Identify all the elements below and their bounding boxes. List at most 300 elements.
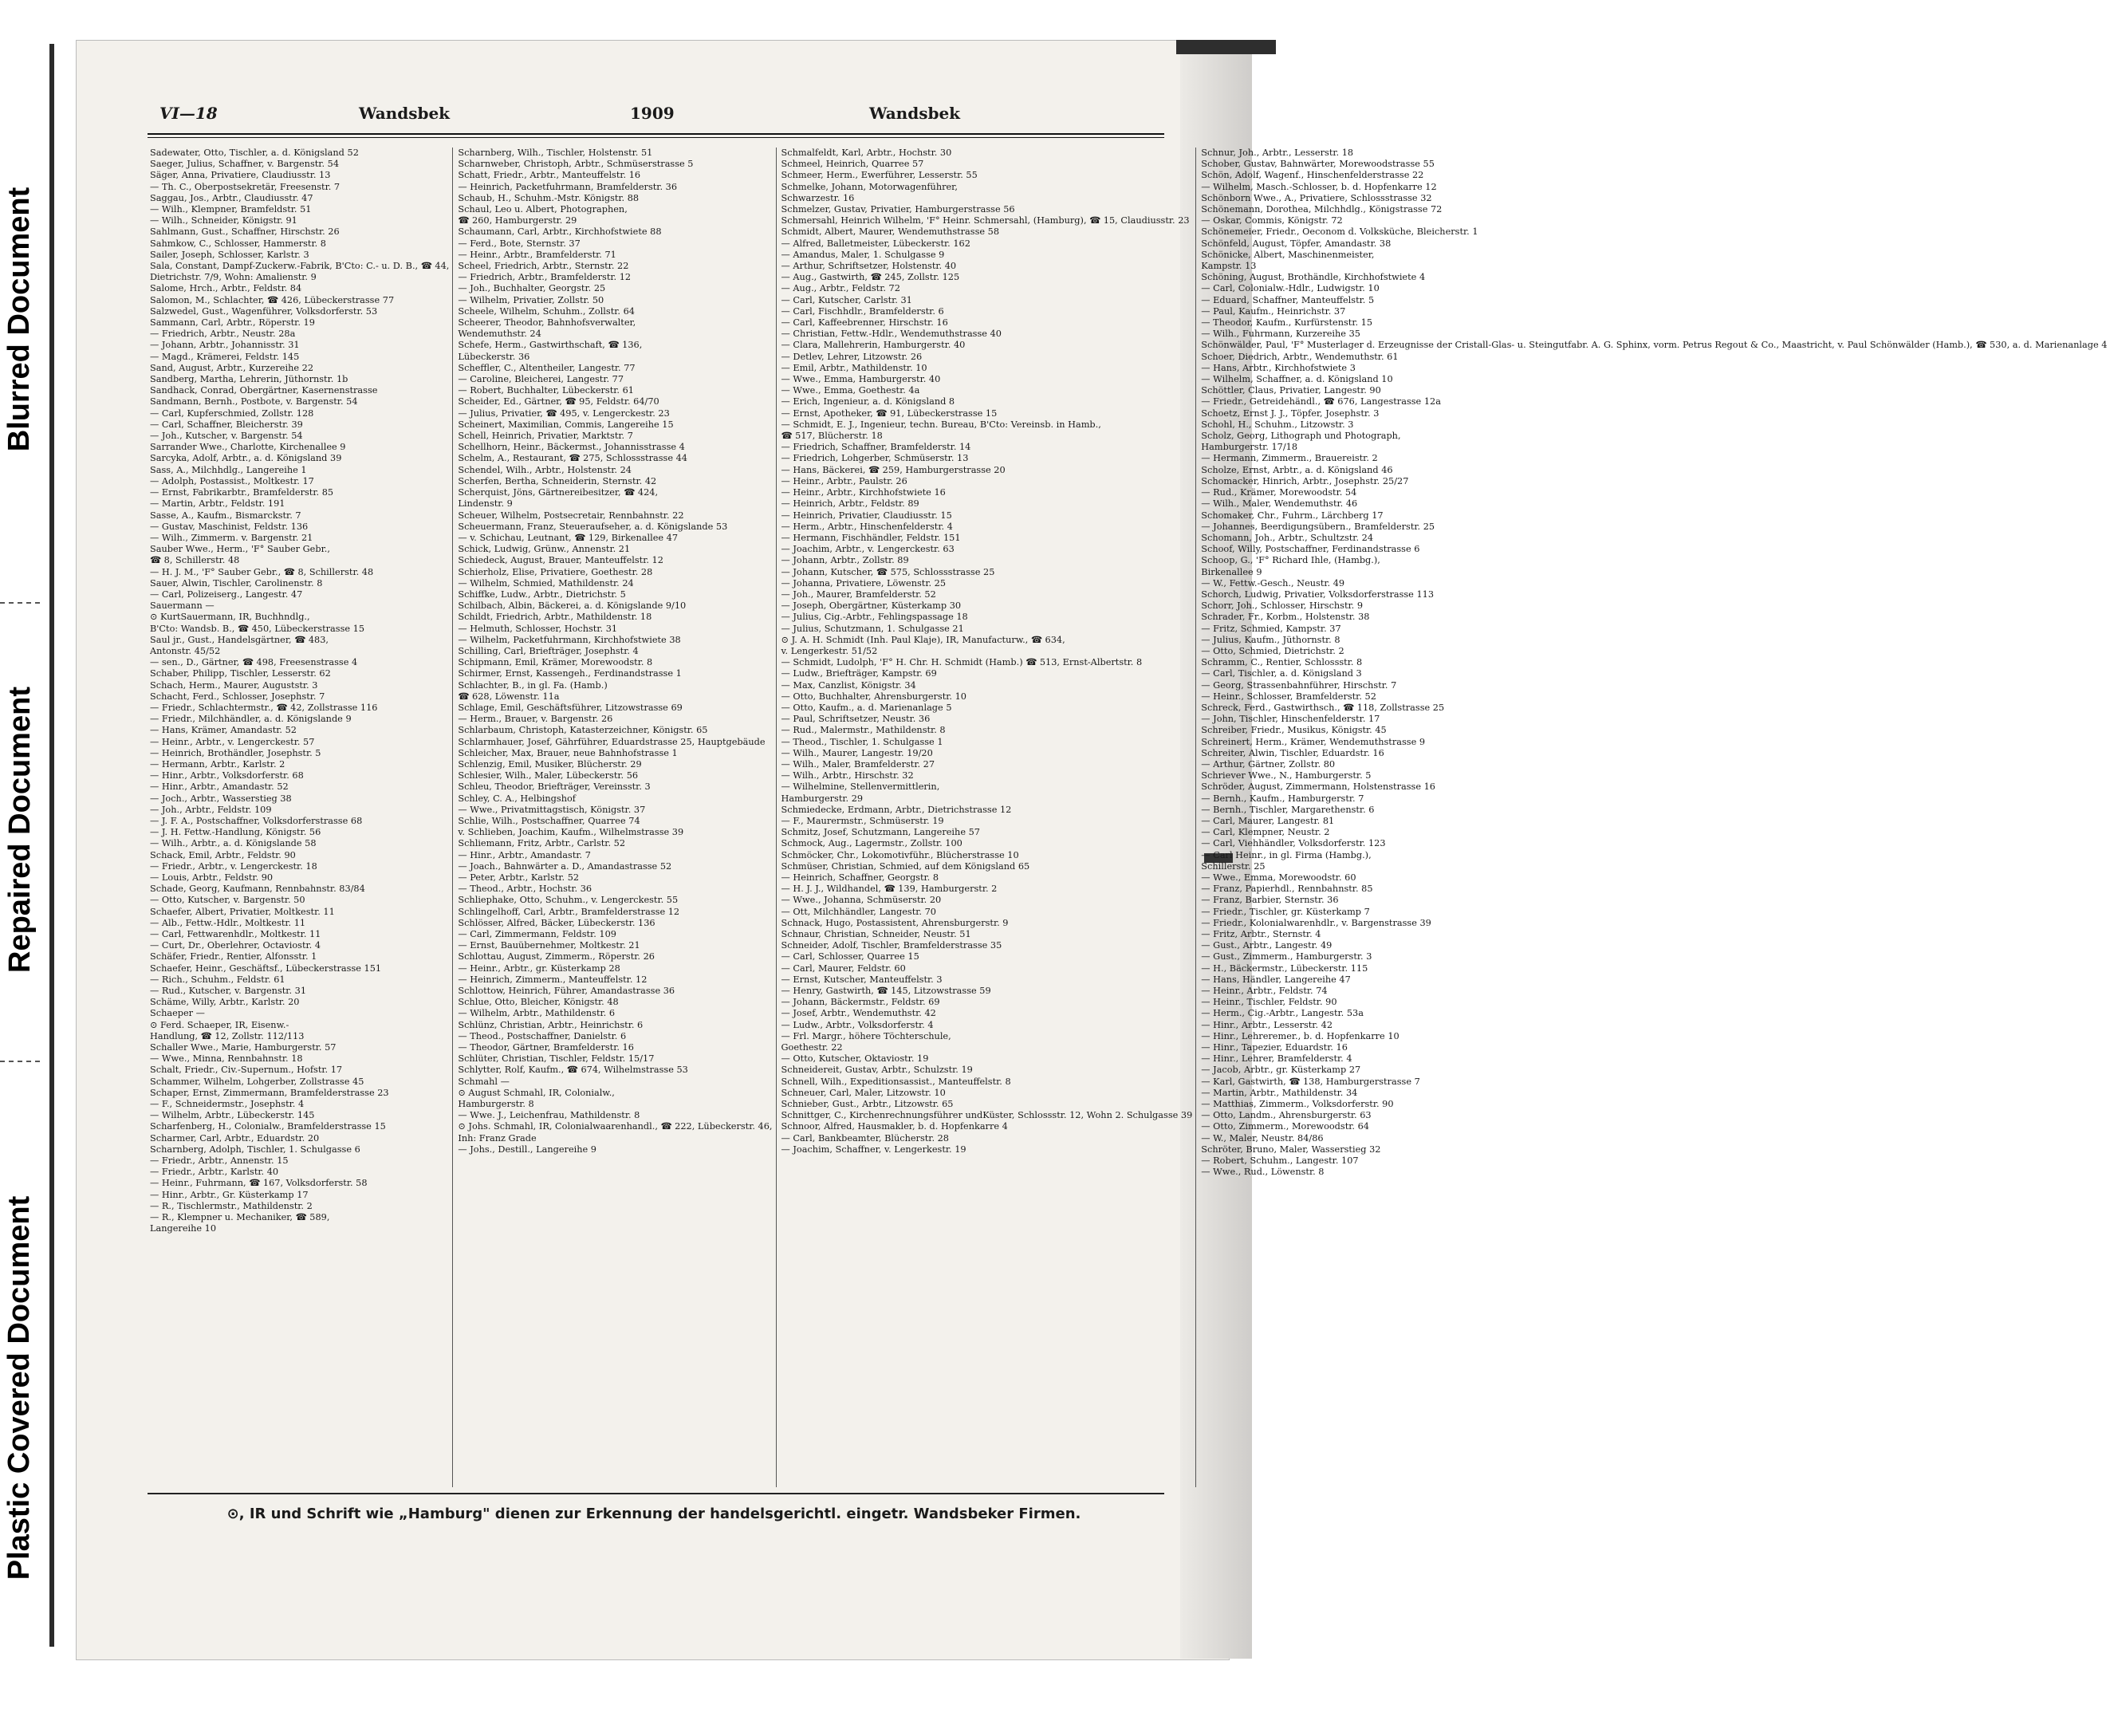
directory-entry: — Friedr., Arbtr., Annenstr. 15: [150, 1155, 289, 1167]
directory-entry: Schlarbaum, Christoph, Katasterzeichner, Königstr. 65: [458, 725, 708, 736]
directory-entry: — Otto, Kutscher, v. Bargenstr. 50: [150, 895, 305, 906]
directory-entry: Schaber, Philipp, Tischler, Lesserstr. 62: [150, 668, 331, 679]
directory-entry: Antonstr. 45/52: [150, 645, 221, 656]
directory-entry: — Alb., Fettw.-Hdlr., Moltkestr. 11: [150, 917, 306, 928]
directory-entry: — Aug., Arbtr., Feldstr. 72: [781, 283, 900, 294]
header-rule: [148, 133, 1164, 135]
directory-entry: Schlage, Emil, Geschäftsführer, Litzowstrasse 69: [458, 702, 683, 713]
directory-entry: — Julius, Schutzmann, 1. Schulgasse 21: [781, 623, 964, 634]
directory-entry: — Adolph, Postassist., Moltkestr. 17: [150, 475, 314, 486]
directory-entry: Sauermann —: [150, 600, 215, 612]
directory-entry: — Wilhelm, Schmied, Mathildenstr. 24: [458, 577, 634, 589]
directory-entry: — Bernh., Kaufm., Hamburgerstr. 7: [1201, 793, 1364, 804]
directory-entry: Schatt, Friedr., Arbtr., Manteuffelstr. 16: [458, 170, 641, 181]
directory-entry: — Carl, Viehhändler, Volksdorferstr. 123: [1201, 838, 1386, 849]
directory-entry: — Hinr., Arbtr., Volksdorferstr. 68: [150, 770, 304, 781]
directory-entry: Schell, Heinrich, Privatier, Marktstr. 7: [458, 431, 633, 442]
directory-entry: Scheele, Wilhelm, Schuhm., Zollstr. 64: [458, 305, 635, 317]
directory-entry: Schreiter, Alwin, Tischler, Eduardstr. 16: [1201, 747, 1384, 758]
directory-entry: — Bernh., Tischler, Margarethenstr. 6: [1201, 804, 1375, 815]
directory-entry: Schönemeier, Friedr., Oeconom d. Volksküche, Bleicherstr. 1: [1201, 226, 1478, 238]
directory-entry: — Wwe., Johanna, Schmüserstr. 20: [781, 895, 942, 906]
directory-entry: — Friedr., Tischler, gr. Küsterkamp 7: [1201, 906, 1370, 917]
directory-entry: Schmeer, Herm., Ewerführer, Lesserstr. 55: [781, 170, 978, 181]
directory-entry: — H. J. J., Wildhandel, ☎ 139, Hamburgerstr. 2: [781, 884, 998, 895]
directory-entry: Schmeel, Heinrich, Quarree 57: [781, 159, 924, 170]
directory-entry: Hamburgerstr. 17/18: [1201, 442, 1298, 453]
directory-entry: Salome, Hrch., Arbtr., Feldstr. 84: [150, 283, 302, 294]
directory-entry: — Theod., Postschaffner, Danielstr. 6: [458, 1030, 627, 1041]
header-year: 1909: [630, 104, 675, 123]
page-header: [152, 104, 1164, 129]
directory-entry: Scheerer, Theodor, Bahnhofsverwalter,: [458, 317, 636, 329]
directory-entry: Schriever Wwe., N., Hamburgerstr. 5: [1201, 770, 1372, 781]
directory-entry: ⊙ Johs. Schmahl, IR, Colonialwaarenhandl., ☎ 222, Lübeckerstr. 46,: [458, 1121, 773, 1132]
directory-entry: — Heinrich, Packetfuhrmann, Bramfelderstr. 36: [458, 181, 678, 192]
directory-entry: — Paul, Schriftsetzer, Neustr. 36: [781, 714, 931, 725]
directory-entry: — Ferd., Bote, Sternstr. 37: [458, 238, 581, 249]
directory-entry: — Wwe., Minna, Rennbahnstr. 18: [150, 1053, 303, 1065]
directory-entry: Sass, A., Milchhdlg., Langereihe 1: [150, 464, 307, 475]
directory-entry: Schick, Ludwig, Grünw., Annenstr. 21: [458, 544, 631, 555]
directory-entry: — Heinrich, Brothändler, Josephstr. 5: [150, 747, 321, 758]
directory-column-2: [458, 148, 776, 1487]
directory-entry: — Paul, Kaufm., Heinrichstr. 37: [1201, 305, 1346, 317]
directory-entry: — Carl, Kaffeebrenner, Hirschstr. 16: [781, 317, 948, 329]
directory-entry: Scheel, Friedrich, Arbtr., Sternstr. 22: [458, 261, 629, 272]
directory-entry: — J. F. A., Postschaffner, Volksdorferstrasse 68: [150, 815, 363, 826]
directory-entry: — Johann, Arbtr., Johannisstr. 31: [150, 340, 300, 351]
directory-entry: Lübeckerstr. 36: [458, 351, 530, 362]
directory-entry: — Rich., Schuhm., Feldstr. 61: [150, 974, 285, 985]
directory-entry: — Friedrich, Schaffner, Bramfelderstr. 14: [781, 442, 971, 453]
directory-entry: — Matthias, Zimmerm., Volksdorferstr. 90: [1201, 1099, 1394, 1110]
directory-entry: — Hinr., Arbtr., Lesserstr. 42: [1201, 1019, 1333, 1030]
directory-entry: Scholze, Ernst, Arbtr., a. d. Königsland 46: [1201, 464, 1393, 475]
directory-entry: — Carl, Schlosser, Quarree 15: [781, 951, 919, 962]
directory-entry: B'Cto: Wandsb. B., ☎ 450, Lübeckerstrasse 15: [150, 623, 365, 634]
directory-entry: Schipmann, Emil, Krämer, Morewoodstr. 8: [458, 657, 653, 668]
directory-entry: Schönicke, Albert, Maschinenmeister,: [1201, 249, 1375, 260]
directory-entry: Schaeper —: [150, 1008, 205, 1019]
directory-entry: Schlünz, Christian, Arbtr., Heinrichstr. 6: [458, 1019, 644, 1030]
directory-entry: — Rud., Krämer, Morewoodstr. 54: [1201, 487, 1357, 498]
directory-entry: — Wilh., Arbtr., a. d. Königslande 58: [150, 838, 317, 849]
directory-entry: Schierholz, Elise, Privatiere, Goethestr. 28: [458, 566, 653, 577]
directory-entry: Schöning, August, Brothändle, Kirchhofstwiete 4: [1201, 272, 1426, 283]
directory-entry: ☎ 628, Löwenstr. 11a: [458, 691, 560, 702]
directory-entry: Scheider, Ed., Gärtner, ☎ 95, Feldstr. 64/70: [458, 396, 659, 407]
directory-entry: Schlarmhauer, Josef, Gährführer, Eduardstrasse 25, Hauptgebäude: [458, 736, 766, 747]
directory-entry: Schönwälder, Paul, 'F° Musterlager d. Erzeugnisse der Cristall-Glas- u. Steingutfabr. A. G. Sphinx, vorm. Petrus Regout & Co., Maastricht, v. Paul Schönwälder (Hamb.), ☎ 530, a. d. Marienanlage 4: [1201, 340, 2108, 351]
directory-entry: Schreinert, Herm., Krämer, Wendemuthstrasse 9: [1201, 736, 1426, 747]
section-divider: [0, 1061, 40, 1062]
directory-entry: Sadewater, Otto, Tischler, a. d. Königsland 52: [150, 148, 359, 158]
directory-entry: Schaefer, Heinr., Geschäftsf., Lübeckerstrasse 151: [150, 962, 382, 974]
directory-entry: Sandhack, Conrad, Obergärtner, Kasernenstrasse: [150, 385, 378, 396]
directory-entry: Schönborn Wwe., A., Privatiere, Schlossstrasse 32: [1201, 192, 1432, 203]
directory-entry: Schorch, Ludwig, Privatier, Volksdorferstrasse 113: [1201, 589, 1435, 600]
directory-entry: — Hinr., Lehrer, Bramfelderstr. 4: [1201, 1053, 1352, 1065]
directory-entry: — Rud., Kutscher, v. Bargenstr. 31: [150, 986, 307, 997]
directory-entry: — Joch., Arbtr., Wasserstieg 38: [150, 793, 292, 804]
directory-entry: Salomon, M., Schlachter, ☎ 426, Lübeckerstrasse 77: [150, 294, 395, 305]
directory-entry: Schneider, Adolf, Tischler, Bramfelderstrasse 35: [781, 940, 1002, 951]
directory-entry: — Wilh., Schneider, Königstr. 91: [150, 215, 297, 226]
directory-entry: — Peter, Arbtr., Karlstr. 52: [458, 872, 580, 883]
directory-entry: — R., Tischlermstr., Mathildenstr. 2: [150, 1200, 313, 1211]
directory-entry: Schmalfeldt, Karl, Arbtr., Hochstr. 30: [781, 148, 952, 158]
directory-entry: Schröder, August, Zimmermann, Holstenstrasse 16: [1201, 781, 1435, 793]
directory-entry: Schomaker, Chr., Fuhrm., Lärchberg 17: [1201, 510, 1384, 521]
directory-entry: — Christian, Fettw.-Hdlr., Wendemuthstrasse 40: [781, 329, 1002, 340]
directory-entry: — Ernst, Apotheker, ☎ 91, Lübeckerstrasse 15: [781, 407, 998, 419]
directory-entry: Schendel, Wilh., Arbtr., Holstenstr. 24: [458, 464, 632, 475]
directory-entry: — H. J. M., 'F° Sauber Gebr., ☎ 8, Schillerstr. 48: [150, 566, 374, 577]
directory-entry: Schlenzig, Emil, Musiker, Blücherstr. 29: [458, 758, 642, 770]
directory-entry: Schneidereit, Gustav, Arbtr., Schulzstr. 19: [781, 1065, 973, 1076]
directory-entry: Schrader, Fr., Korbm., Holstenstr. 38: [1201, 612, 1370, 623]
directory-entry: Schleu, Theodor, Briefträger, Vereinsstr. 3: [458, 781, 651, 793]
directory-entry: — Wilhelm, Schaffner, a. d. Königsland 10: [1201, 374, 1393, 385]
directory-entry: Säger, Anna, Privatiere, Claudiusstr. 13: [150, 170, 331, 181]
scan-edge-top: [1176, 40, 1276, 54]
directory-entry: Schelm, A., Restaurant, ☎ 275, Schlossstrasse 44: [458, 453, 687, 464]
directory-entry: — Ludw., Briefträger, Kampstr. 69: [781, 668, 937, 679]
directory-entry: — Wilh., Arbtr., Hirschstr. 32: [781, 770, 914, 781]
directory-entry: — Carl, Bankbeamter, Blücherstr. 28: [781, 1132, 949, 1144]
directory-entry: — Oskar, Commis, Königstr. 72: [1201, 215, 1343, 226]
directory-columns: [150, 148, 2108, 1487]
directory-entry: — Arthur, Schriftsetzer, Holstenstr. 40: [781, 261, 957, 272]
directory-entry: — Detlev, Lehrer, Litzowstr. 26: [781, 351, 923, 362]
directory-entry: Schalt, Friedr., Civ.-Supernum., Hofstr. 17: [150, 1065, 343, 1076]
directory-entry: — F., Schneidermstr., Josephstr. 4: [150, 1099, 305, 1110]
directory-entry: Sala, Constant, Dampf-Zuckerw.-Fabrik, B'Cto: C.- u. D. B., ☎ 44,: [150, 261, 450, 272]
directory-entry: Schöttler, Claus, Privatier, Langestr. 90: [1201, 385, 1381, 396]
directory-entry: — Hans, Bäckerei, ☎ 259, Hamburgerstrasse 20: [781, 464, 1006, 475]
directory-entry: — Carl, Colonialw.-Hdlr., Ludwigstr. 10: [1201, 283, 1380, 294]
directory-entry: Scheuermann, Franz, Steueraufseher, a. d. Königslande 53: [458, 521, 728, 532]
directory-entry: — Theodor, Gärtner, Bramfelderstr. 16: [458, 1042, 634, 1053]
directory-entry: — Eduard, Schaffner, Manteuffelstr. 5: [1201, 294, 1375, 305]
directory-entry: Schliephake, Otto, Schuhm., v. Lengerckestr. 55: [458, 895, 679, 906]
directory-entry: Schildt, Friedrich, Arbtr., Mathildenstr. 18: [458, 612, 652, 623]
directory-entry: — Heinr., Arbtr., Bramfelderstr. 71: [458, 249, 616, 260]
directory-entry: — Johann, Arbtr., Zollstr. 89: [781, 555, 909, 566]
directory-entry: — Wilhelm, Privatier, Zollstr. 50: [458, 294, 604, 305]
directory-entry: Sauber Wwe., Herm., 'F° Sauber Gebr.,: [150, 544, 330, 555]
directory-entry: — Friedr., Schlachtermstr., ☎ 42, Zollstrasse 116: [150, 702, 378, 713]
directory-entry: ⊙ J. A. H. Schmidt (Inh. Paul Klaje), IR, Manufacturw., ☎ 634,: [781, 634, 1065, 645]
directory-entry: Scharmer, Carl, Arbtr., Eduardstr. 20: [150, 1132, 320, 1144]
directory-entry: — Herm., Cig.-Arbtr., Langestr. 53a: [1201, 1008, 1364, 1019]
directory-entry: Schön, Adolf, Wagenf., Hinschenfelderstrasse 22: [1201, 170, 1424, 181]
directory-entry: — Theod., Arbtr., Hochstr. 36: [458, 884, 592, 895]
directory-entry: Hamburgerstr. 29: [781, 793, 864, 804]
directory-entry: — Joh., Kutscher, v. Bargenstr. 54: [150, 431, 303, 442]
directory-entry: — Gust., Zimmerm., Hamburgerstr. 3: [1201, 951, 1372, 962]
directory-entry: — Joachim, Schaffner, v. Lengerkestr. 19: [781, 1144, 966, 1155]
footer-rule: [148, 1493, 1164, 1494]
directory-entry: Saeger, Julius, Schaffner, v. Bargenstr. 54: [150, 159, 340, 170]
directory-entry: Schlie, Wilh., Postschaffner, Quarree 74: [458, 815, 640, 826]
directory-entry: — Wilh., Klempner, Bramfeldstr. 51: [150, 204, 312, 215]
page-number: VI—18: [159, 104, 218, 123]
directory-entry: — Hinr., Lehreremer., b. d. Hopfenkarre 10: [1201, 1030, 1399, 1041]
directory-entry: Schmiedecke, Erdmann, Arbtr., Dietrichstrasse 12: [781, 804, 1012, 815]
directory-entry: — Joh., Arbtr., Feldstr. 109: [150, 804, 272, 815]
directory-entry: Schnack, Hugo, Postassistent, Ahrensburgerstr. 9: [781, 917, 1009, 928]
directory-entry: Langereihe 10: [150, 1223, 217, 1234]
directory-entry: — Joachim, Arbtr., v. Lengerckestr. 63: [781, 544, 955, 555]
directory-entry: Schliemann, Fritz, Arbtr., Carlstr. 52: [458, 838, 626, 849]
directory-entry: Schreiber, Friedr., Musikus, Königstr. 45: [1201, 725, 1387, 736]
directory-entry: Schreck, Ferd., Gastwirthsch., ☎ 118, Zollstrasse 25: [1201, 702, 1445, 713]
directory-entry: — Josef, Arbtr., Wendemuthstr. 42: [781, 1008, 936, 1019]
directory-entry: Schäfer, Friedr., Rentier, Alfonsstr. 1: [150, 951, 317, 962]
header-right-title: Wandsbek: [869, 104, 961, 123]
directory-column-3: [781, 148, 1197, 1487]
directory-entry: — H., Bäckermstr., Lübeckerstr. 115: [1201, 962, 1368, 974]
directory-entry: — Aug., Gastwirth, ☎ 245, Zollstr. 125: [781, 272, 960, 283]
directory-entry: — Martin, Arbtr., Mathildenstr. 34: [1201, 1087, 1358, 1098]
directory-entry: — Wilh., Maler, Bramfelderstr. 27: [781, 758, 935, 770]
directory-entry: — Carl, Kupferschmied, Zollstr. 128: [150, 407, 314, 419]
directory-entry: — Max, Canzlist, Königstr. 34: [781, 679, 916, 691]
directory-entry: — Carl, Kutscher, Carlstr. 31: [781, 294, 912, 305]
directory-entry: — Wilh., Fuhrmann, Kurzereihe 35: [1201, 329, 1360, 340]
directory-entry: — R., Klempner u. Mechaniker, ☎ 589,: [150, 1212, 330, 1223]
directory-entry: — Friedr., Milchhändler, a. d. Königslande 9: [150, 714, 352, 725]
directory-entry: Schäme, Willy, Arbtr., Karlstr. 20: [150, 997, 300, 1008]
directory-entry: — Carl, Klempner, Neustr. 2: [1201, 827, 1330, 838]
directory-entry: — v. Schichau, Leutnant, ☎ 129, Birkenallee 47: [458, 532, 679, 543]
directory-entry: Schlottau, August, Zimmerm., Röperstr. 26: [458, 951, 655, 962]
directory-entry: — Johanna, Privatiere, Löwenstr. 25: [781, 577, 947, 589]
directory-entry: Schlachter, B., in gl. Fa. (Hamb.): [458, 679, 608, 691]
directory-entry: Schiffke, Ludw., Arbtr., Dietrichstr. 5: [458, 589, 626, 600]
directory-entry: — Martin, Arbtr., Feldstr. 191: [150, 498, 285, 510]
directory-entry: — F., Maurermstr., Schmüserstr. 19: [781, 815, 944, 826]
directory-entry: Scharnberg, Adolph, Tischler, 1. Schulgasse 6: [150, 1144, 360, 1155]
directory-entry: v. Schlieben, Joachim, Kaufm., Wilhelmstrasse 39: [458, 827, 684, 838]
directory-entry: Sammann, Carl, Arbtr., Röperstr. 19: [150, 317, 315, 329]
directory-entry: — Heinr., Arbtr., Kirchhofstwiete 16: [781, 487, 946, 498]
directory-entry: Schaub, H., Schuhm.-Mstr. Königstr. 88: [458, 192, 640, 203]
directory-entry: Schach, Herm., Maurer, Auguststr. 3: [150, 679, 318, 691]
directory-entry: — Wilhelm, Packetfuhrmann, Kirchhofstwiete 38: [458, 634, 681, 645]
directory-entry: — Hermann, Arbtr., Karlstr. 2: [150, 758, 285, 770]
directory-entry: Sand, August, Arbtr., Kurzereihe 22: [150, 362, 314, 373]
directory-entry: — Wwe., Emma, Goethestr. 4a: [781, 385, 920, 396]
directory-entry: Schleicher, Max, Brauer, neue Bahnhofstrasse 1: [458, 747, 678, 758]
directory-entry: Schaefer, Albert, Privatier, Moltkestr. 11: [150, 906, 335, 917]
directory-entry: — Julius, Privatier, ☎ 495, v. Lengerckestr. 23: [458, 407, 670, 419]
directory-entry: Scharnweber, Christoph, Arbtr., Schmüserstrasse 5: [458, 159, 694, 170]
directory-entry: — Hinr., Tapezier, Eduardstr. 16: [1201, 1042, 1348, 1053]
directory-entry: Schmersahl, Heinrich Wilhelm, 'F° Heinr. Schmersahl, (Hamburg), ☎ 15, Claudiusstr. 23: [781, 215, 1190, 226]
directory-entry: — Friedrich, Lohgerber, Schmüserstr. 13: [781, 453, 969, 464]
directory-entry: — Wwe., Emma, Morewoodstr. 60: [1201, 872, 1356, 883]
directory-entry: Scheuer, Wilhelm, Postsecretair, Rennbahnstr. 22: [458, 510, 684, 521]
directory-entry: Scheinert, Maximilian, Commis, Langereihe 15: [458, 419, 674, 430]
directory-entry: Scheffler, C., Altentheiler, Langestr. 77: [458, 362, 636, 373]
directory-entry: — Caroline, Bleicherei, Langestr. 77: [458, 374, 624, 385]
directory-entry: — Carl, Tischler, a. d. Königsland 3: [1201, 668, 1362, 679]
directory-entry: — Heinrich, Zimmerm., Manteuffelstr. 12: [458, 974, 648, 985]
directory-entry: Schönemann, Dorothea, Milchhdlg., Königstrasse 72: [1201, 204, 1443, 215]
directory-entry: — Heinrich, Arbtr., Feldstr. 89: [781, 498, 919, 510]
directory-entry: — Emil, Arbtr., Mathildenstr. 10: [781, 362, 927, 373]
directory-entry: — Wilhelmine, Stellenvermittlerin,: [781, 781, 940, 793]
directory-entry: — Carl, Fettwarenhdlr., Moltkestr. 11: [150, 929, 321, 940]
directory-entry: Schoetz, Ernst J. J., Töpfer, Josephstr. 3: [1201, 407, 1380, 419]
directory-entry: Schoop, G., 'F° Richard Ihle, (Hambg.),: [1201, 555, 1380, 566]
directory-entry: — Johann, Bäckermstr., Feldstr. 69: [781, 997, 940, 1008]
directory-entry: — Franz, Papierhdl., Rennbahnstr. 85: [1201, 884, 1373, 895]
directory-entry: ☎ 260, Hamburgerstr. 29: [458, 215, 577, 226]
directory-entry: — Hinr., Arbtr., Amandastr. 52: [150, 781, 289, 793]
directory-entry: — Johann, Kutscher, ☎ 575, Schlossstrasse 25: [781, 566, 995, 577]
header-rule-thin: [148, 137, 1164, 138]
directory-entry: — Julius, Cig.-Arbtr., Fehlingspassage 18: [781, 612, 968, 623]
directory-entry: Handlung, ☎ 12, Zollstr. 112/113: [150, 1030, 305, 1041]
directory-entry: — Carl, Polizeiserg., Langestr. 47: [150, 589, 303, 600]
directory-entry: Schmüser, Christian, Schmied, auf dem Königsland 65: [781, 860, 1030, 872]
directory-entry: — Frl. Margr., höhere Töchterschule,: [781, 1030, 951, 1041]
directory-entry: — Gust., Arbtr., Langestr. 49: [1201, 940, 1333, 951]
directory-entry: — Carl, Zimmermann, Feldstr. 109: [458, 929, 616, 940]
directory-entry: — Ernst, Fabrikarbtr., Bramfelderstr. 85: [150, 487, 334, 498]
directory-entry: — Herm., Arbtr., Hinschenfelderstr. 4: [781, 521, 953, 532]
header-left-title: Wandsbek: [359, 104, 451, 123]
directory-entry: Sandmann, Bernh., Postbote, v. Bargenstr. 54: [150, 396, 358, 407]
directory-entry: — Friedr., Getreidehändl., ☎ 676, Langestrasse 12a: [1201, 396, 1441, 407]
directory-entry: — Johs., Destill., Langereihe 9: [458, 1144, 596, 1155]
directory-entry: — Johannes, Beerdigungsübern., Bramfelderstr. 25: [1201, 521, 1435, 532]
directory-entry: — Amandus, Maler, 1. Schulgasse 9: [781, 249, 945, 260]
directory-entry: — Gustav, Maschinist, Feldstr. 136: [150, 521, 309, 532]
directory-entry: Schley, C. A., Helbingshof: [458, 793, 576, 804]
directory-entry: — Joach., Bahnwärter a. D., Amandastrasse 52: [458, 860, 672, 872]
directory-entry: — Heinr., Fuhrmann, ☎ 167, Volksdorferstr. 58: [150, 1178, 368, 1189]
directory-entry: Hamburgerstr. 8: [458, 1099, 534, 1110]
directory-entry: Schiedeck, August, Brauer, Manteuffelstr. 12: [458, 555, 663, 566]
directory-entry: Sasse, A., Kaufm., Bismarckstr. 7: [150, 510, 301, 521]
directory-entry: Schramm, C., Rentier, Schlossstr. 8: [1201, 657, 1363, 668]
directory-entry: — Hinr., Arbtr., Amandastr. 7: [458, 849, 591, 860]
directory-entry: Schlösser, Alfred, Bäcker, Lübeckerstr. 136: [458, 917, 655, 928]
directory-entry: — Otto, Zimmerm., Morewoodstr. 64: [1201, 1121, 1369, 1132]
directory-entry: — John, Tischler, Hinschenfelderstr. 17: [1201, 714, 1380, 725]
directory-entry: — Carl, Maurer, Langestr. 81: [1201, 815, 1335, 826]
directory-entry: Sarrander Wwe., Charlotte, Kirchenallee 9: [150, 442, 346, 453]
directory-entry: — Henry, Gastwirth, ☎ 145, Litzowstrasse 59: [781, 986, 991, 997]
directory-entry: Sauer, Alwin, Tischler, Carolinenstr. 8: [150, 577, 323, 589]
directory-entry: — Wilh., Maurer, Langestr. 19/20: [781, 747, 933, 758]
directory-entry: — Heinr., Arbtr., gr. Küsterkamp 28: [458, 962, 620, 974]
directory-entry: Schade, Georg, Kaufmann, Rennbahnstr. 83/84: [150, 884, 365, 895]
directory-entry: Sahmkow, C., Schlosser, Hammerstr. 8: [150, 238, 326, 249]
directory-entry: Lindenstr. 9: [458, 498, 513, 510]
directory-entry: — Ott, Milchhändler, Langestr. 70: [781, 906, 936, 917]
directory-entry: Schmöcker, Chr., Lokomotivführ., Blücherstrasse 10: [781, 849, 1019, 860]
directory-entry: Birkenallee 9: [1201, 566, 1262, 577]
footer-note: ⊙, IR und Schrift wie „Hamburg" dienen zur Erkennung der handelsgerichtl. eingetr. Wandsbeker Firmen.: [226, 1506, 1081, 1522]
directory-entry: Schilbach, Albin, Bäckerei, a. d. Königslande 9/10: [458, 600, 687, 612]
directory-entry: — Fritz, Schmied, Kampstr. 37: [1201, 623, 1341, 634]
directory-entry: Schnittger, C., Kirchenrechnungsführer undKüster, Schlossstr. 12, Wohn 2. Schulgasse 39: [781, 1110, 1193, 1121]
directory-entry: Schomacker, Hinrich, Arbtr., Josephstr. 25/27: [1201, 475, 1409, 486]
directory-entry: Schirmer, Ernst, Kassengeh., Ferdinandstrasse 1: [458, 668, 682, 679]
section-divider: [0, 602, 40, 604]
directory-entry: — Franz, Barbier, Sternstr. 36: [1201, 895, 1339, 906]
directory-entry: Saul jr., Gust., Handelsgärtner, ☎ 483,: [150, 634, 329, 645]
directory-entry: — Hinr., Arbtr., Gr. Küsterkamp 17: [150, 1189, 309, 1200]
directory-entry: ☎ 517, Blücherstr. 18: [781, 431, 883, 442]
directory-entry: Inh: Franz Grade: [458, 1132, 537, 1144]
directory-entry: Sailer, Joseph, Schlosser, Karlstr. 3: [150, 249, 309, 260]
directory-entry: — Heinr., Arbtr., v. Lengerckestr. 57: [150, 736, 315, 747]
directory-entry: v. Lengerkestr. 51/52: [781, 645, 878, 656]
directory-column-4: [1201, 148, 2110, 1487]
directory-column-1: [150, 148, 453, 1487]
directory-entry: — Wwe., Rud., Löwenstr. 8: [1201, 1167, 1325, 1178]
directory-entry: — Clara, Mallehrerin, Hamburgerstr. 40: [781, 340, 966, 351]
directory-entry: ⊙ KurtSauermann, IR, Buchhndlg.,: [150, 612, 310, 623]
directory-entry: — Julius, Kaufm., Jüthornstr. 8: [1201, 634, 1340, 645]
directory-entry: — Heinrich, Privatier, Claudiusstr. 15: [781, 510, 952, 521]
directory-entry: — Louis, Arbtr., Feldstr. 90: [150, 872, 274, 883]
directory-entry: Schack, Emil, Arbtr., Feldstr. 90: [150, 849, 296, 860]
directory-entry: — Alfred, Balletmeister, Lübeckerstr. 162: [781, 238, 970, 249]
directory-entry: — Joh., Maurer, Bramfelderstr. 52: [781, 589, 936, 600]
directory-entry: — Carl Heinr., in gl. Firma (Hambg.),: [1201, 849, 1372, 860]
directory-entry: — Th. C., Oberpostsekretär, Freesenstr. 7: [150, 181, 341, 192]
directory-entry: Schaller Wwe., Marie, Hamburgerstr. 57: [150, 1042, 337, 1053]
directory-entry: Schilling, Carl, Briefträger, Josephstr. 4: [458, 645, 639, 656]
directory-entry: Schnur, Joh., Arbtr., Lesserstr. 18: [1201, 148, 1354, 158]
directory-entry: — Wilh., Zimmerm. v. Bargenstr. 21: [150, 532, 313, 543]
directory-entry: — Rud., Malermstr., Mathildenstr. 8: [781, 725, 946, 736]
directory-entry: Schacht, Ferd., Schlosser, Josephstr. 7: [150, 691, 325, 702]
directory-entry: — Heinr., Arbtr., Paulstr. 26: [781, 475, 907, 486]
directory-entry: — Hans, Krämer, Amandastr. 52: [150, 725, 297, 736]
directory-entry: — Hermann, Zimmerm., Brauereistr. 2: [1201, 453, 1378, 464]
directory-entry: Scharfenberg, H., Colonialw., Bramfelderstrasse 15: [150, 1121, 386, 1132]
directory-entry: Schaul, Leo u. Albert, Photographen,: [458, 204, 628, 215]
directory-entry: Schlytter, Rolf, Kaufm., ☎ 674, Wilhelmstrasse 53: [458, 1065, 688, 1076]
directory-entry: Scholz, Georg, Lithograph und Photograph,: [1201, 431, 1401, 442]
directory-entry: Schlesier, Wilh., Maler, Lübeckerstr. 56: [458, 770, 639, 781]
directory-entry: — Otto, Kutscher, Oktaviostr. 19: [781, 1053, 929, 1065]
directory-entry: — Otto, Kaufm., a. d. Marienanlage 5: [781, 702, 952, 713]
directory-entry: — Otto, Landm., Ahrensburgerstr. 63: [1201, 1110, 1372, 1121]
directory-entry: — J. H. Fettw.-Handlung, Königstr. 56: [150, 827, 321, 838]
directory-entry: — Magd., Krämerei, Feldstr. 145: [150, 351, 300, 362]
directory-entry: ⊙ August Schmahl, IR, Colonialw.,: [458, 1087, 615, 1098]
directory-entry: Salzwedel, Gust., Wagenführer, Volksdorferstr. 53: [150, 305, 378, 317]
directory-entry: Schmitz, Josef, Schutzmann, Langereihe 57: [781, 827, 980, 838]
directory-entry: — Herm., Brauer, v. Bargenstr. 26: [458, 714, 613, 725]
directory-entry: — Heinr., Schlosser, Bramfelderstr. 52: [1201, 691, 1376, 702]
directory-entry: Wendemuthstr. 24: [458, 329, 541, 340]
directory-entry: Schmelke, Johann, Motorwagenführer,: [781, 181, 958, 192]
directory-entry: — Theodor, Kaufm., Kurfürstenstr. 15: [1201, 317, 1373, 329]
directory-entry: Sarcyka, Adolf, Arbtr., a. d. Königsland 39: [150, 453, 342, 464]
directory-entry: Schoer, Diedrich, Arbtr., Wendemuthstr. 61: [1201, 351, 1399, 362]
